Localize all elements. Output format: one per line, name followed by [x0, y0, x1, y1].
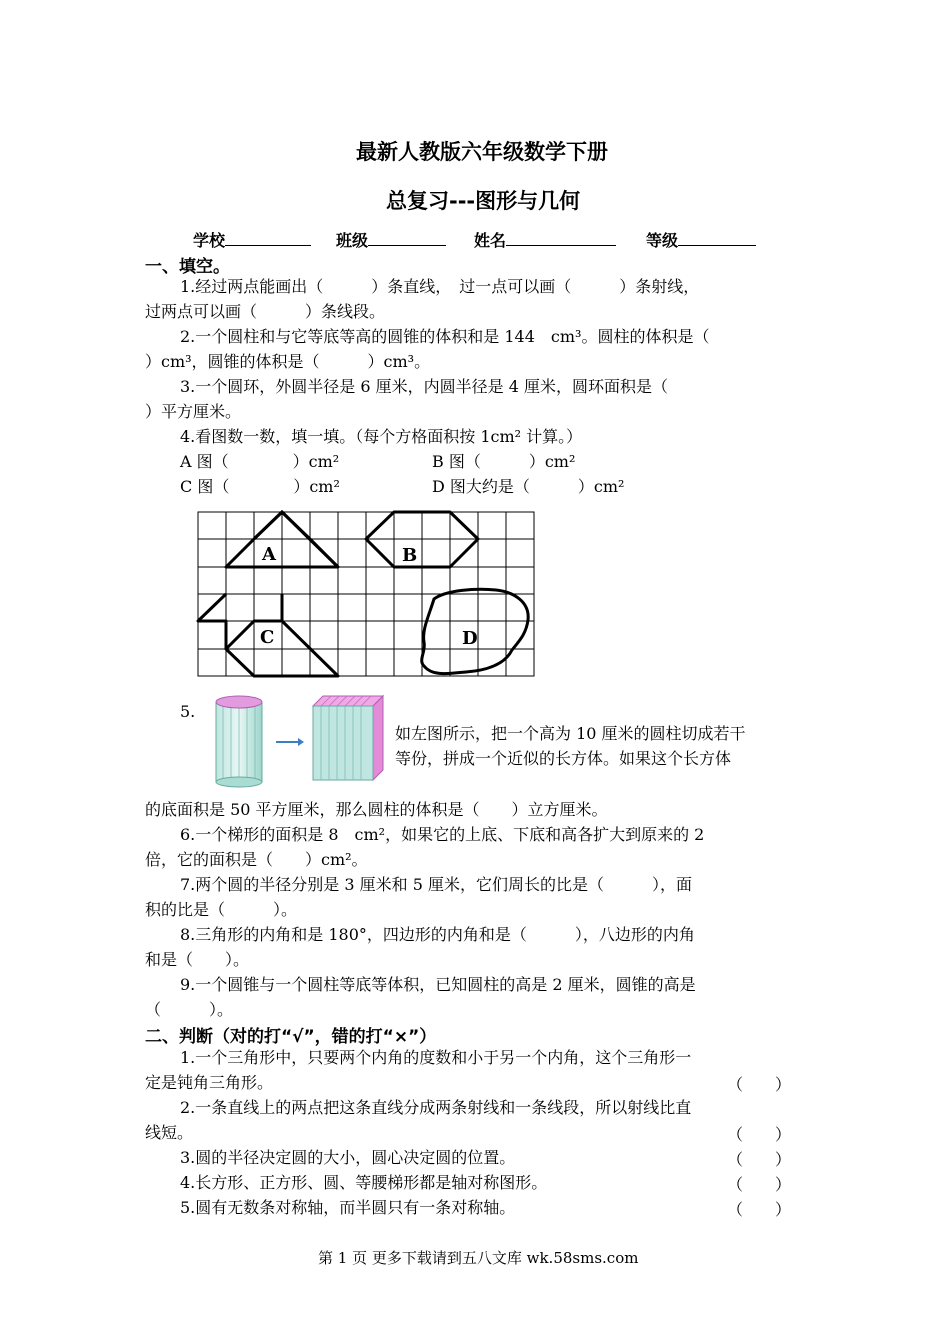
cuboid-front	[313, 706, 373, 780]
judge-2-line-2: 线短。	[145, 1123, 194, 1142]
question-3-line-1: 3.一个圆环，外圆半径是 6 厘米，内圆半径是 4 厘米，圆环面积是（	[180, 377, 668, 396]
name-field	[474, 228, 616, 251]
judge-1-line-1: 1.一个三角形中，只要两个内角的度数和小于另一个内角，这个三角形一	[180, 1048, 692, 1067]
school-field	[193, 228, 311, 251]
judge-3-answer-box[interactable]: （ ）	[727, 1150, 792, 1169]
cylinder-top	[216, 696, 262, 708]
grid-label-c: C	[260, 627, 275, 648]
page-subtitle: 总复习---图形与几何	[386, 189, 581, 213]
question-1-line-1: 1.经过两点能画出（ ）条直线， 过一点可以画（ ）条射线，	[180, 277, 700, 296]
question-1-line-2: 过两点可以画（ ）条线段。	[145, 302, 386, 321]
judge-2-answer-box[interactable]: （ ）	[727, 1125, 792, 1144]
section-two-heading: 二、判断（对的打“√”，错的打“×”）	[145, 1027, 437, 1047]
grade-label: 等级	[646, 231, 679, 250]
question-8-line-2: 和是（ ）。	[145, 950, 250, 969]
question-5-line-2: 等份，拼成一个近似的长方体。如果这个长方体	[395, 749, 732, 768]
judge-5: 5.圆有无数条对称轴，而半圆只有一条对称轴。	[180, 1198, 516, 1217]
cylinder-to-cuboid-figure	[210, 690, 390, 790]
judge-1-answer-box[interactable]: （ ）	[727, 1075, 792, 1094]
cuboid-side	[373, 696, 383, 780]
question-3-line-2: ）平方厘米。	[145, 402, 242, 421]
question-4-d: D 图大约是（ ）cm²	[432, 477, 625, 496]
cylinder-bottom	[216, 777, 262, 787]
question-4-c: C 图（ ）cm²	[180, 477, 340, 496]
question-2-line-1: 2.一个圆柱和与它等底等高的圆锥的体积和是 144 cm³。圆柱的体积是（	[180, 327, 710, 346]
question-6-line-2: 倍，它的面积是（ ）cm²。	[145, 850, 368, 869]
judge-4: 4.长方形、正方形、圆、等腰梯形都是轴对称图形。	[180, 1173, 548, 1192]
question-5-number: 5.	[180, 702, 196, 721]
question-4-a: A 图（ ）cm²	[180, 452, 340, 471]
grid-lines	[198, 512, 534, 676]
question-9-line-2: （ ）。	[145, 1000, 234, 1019]
question-7-line-1: 7.两个圆的半径分别是 3 厘米和 5 厘米，它们周长的比是（ ），面	[180, 875, 692, 894]
question-8-line-1: 8.三角形的内角和是 180°，四边形的内角和是（ ），八边形的内角	[180, 925, 695, 944]
question-5-line-3: 的底面积是 50 平方厘米，那么圆柱的体积是（ ）立方厘米。	[145, 800, 608, 819]
page-footer: 第 1 页 更多下载请到五八文库 wk.58sms.com	[318, 1249, 639, 1267]
arrow-head	[298, 738, 304, 746]
judge-1-line-2: 定是钝角三角形。	[145, 1073, 274, 1092]
cuboid-top	[313, 696, 383, 706]
question-2-line-2: ）cm³，圆锥的体积是（ ）cm³。	[145, 352, 431, 371]
grid-label-d: D	[462, 628, 478, 649]
judge-5-answer-box[interactable]: （ ）	[727, 1200, 792, 1219]
grade-field	[646, 228, 756, 251]
name-label: 姓名	[474, 231, 507, 250]
grid-label-a: A	[262, 544, 276, 565]
question-9-line-1: 9.一个圆锥与一个圆柱等底等体积，已知圆柱的高是 2 厘米，圆锥的高是	[180, 975, 696, 994]
grid-label-b: B	[402, 545, 418, 566]
judge-4-answer-box[interactable]: （ ）	[727, 1175, 792, 1194]
judge-3: 3.圆的半径决定圆的大小，圆心决定圆的位置。	[180, 1148, 516, 1167]
judge-2-line-1: 2.一条直线上的两点把这条直线分成两条射线和一条线段，所以射线比直	[180, 1098, 692, 1117]
school-label: 学校	[193, 231, 226, 250]
question-4-b: B 图（ ）cm²	[432, 452, 576, 471]
section-one-heading: 一、填空。	[145, 257, 230, 277]
question-6-line-1: 6.一个梯形的面积是 8 cm²，如果它的上底、下底和高各扩大到原来的 2	[180, 825, 705, 844]
class-label: 班级	[336, 231, 369, 250]
question-5-line-1: 如左图所示，把一个高为 10 厘米的圆柱切成若干	[395, 724, 746, 743]
area-grid-figure	[196, 510, 538, 680]
class-field	[336, 228, 446, 251]
question-4-text: 4.看图数一数，填一填。（每个方格面积按 1cm² 计算。）	[180, 427, 583, 446]
page-title: 最新人教版六年级数学下册	[356, 140, 608, 164]
question-7-line-2: 积的比是（ ）。	[145, 900, 298, 919]
